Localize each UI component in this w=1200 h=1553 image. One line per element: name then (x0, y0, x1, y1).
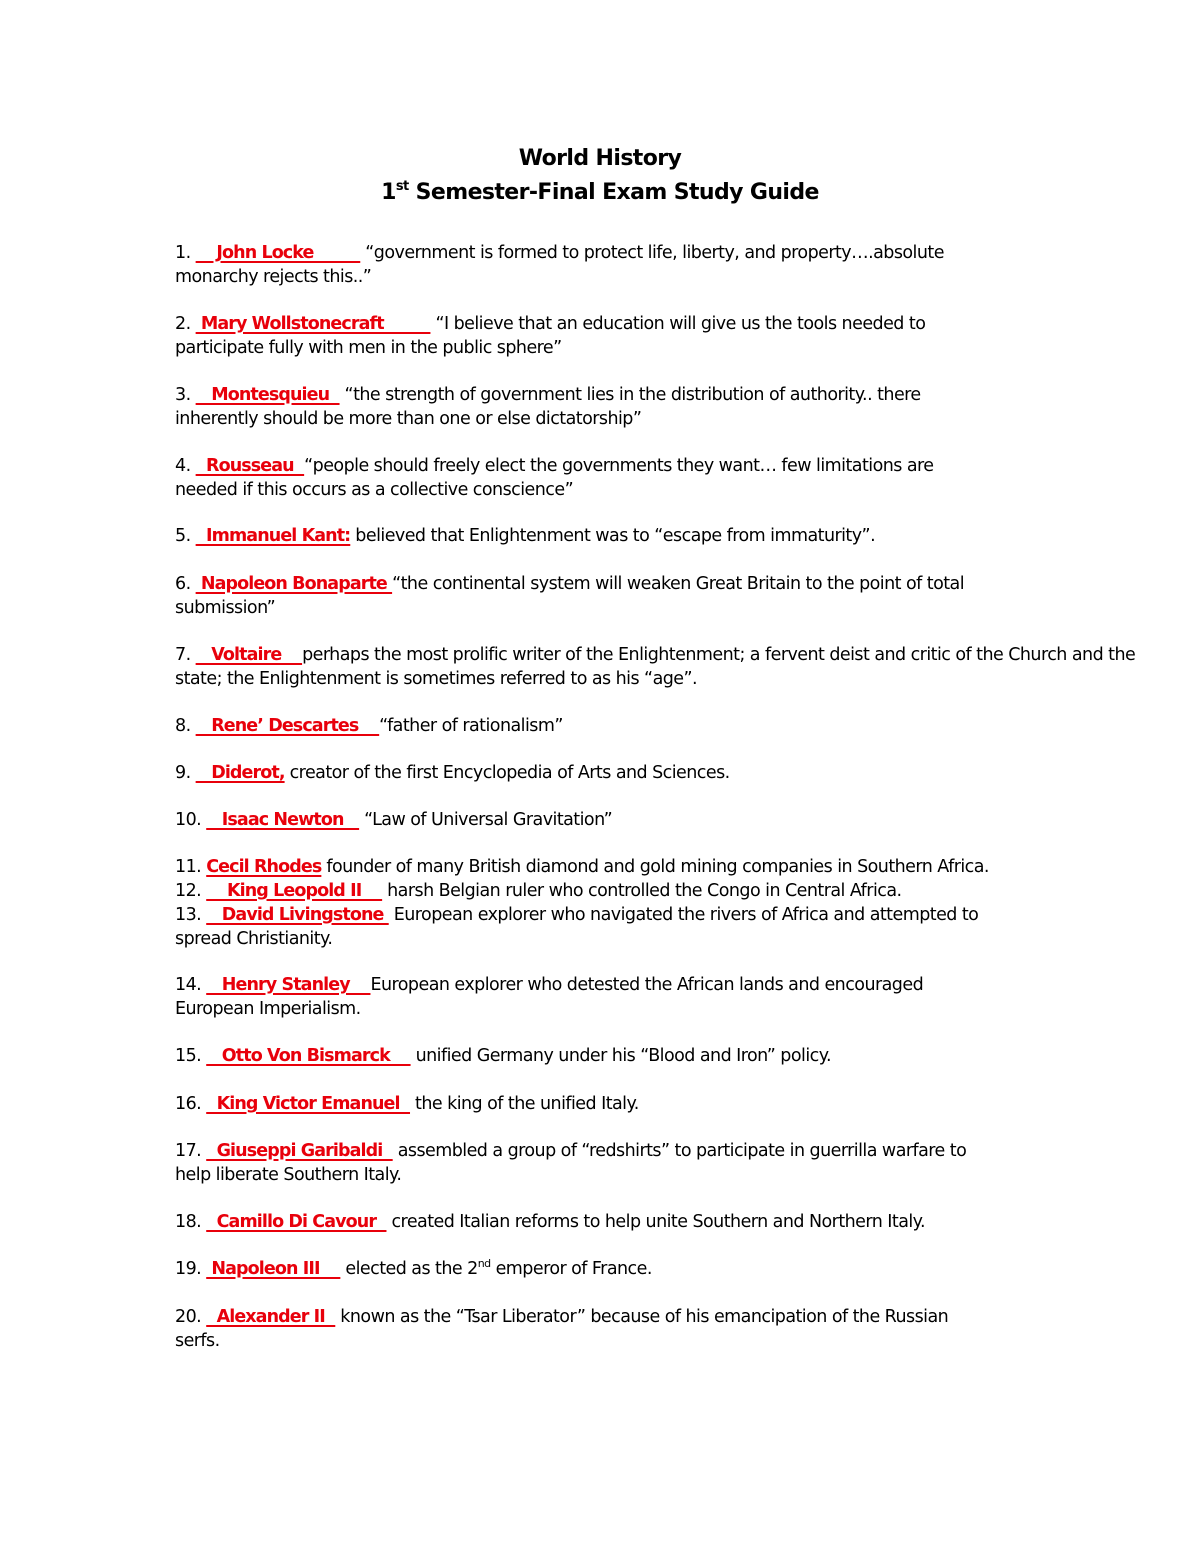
question-text-line2: European Imperialism. (175, 999, 361, 1019)
question-item (175, 643, 1185, 691)
question-text-line2: submission” (175, 598, 276, 618)
question-number: 12. (175, 881, 202, 901)
question-text-continued: emperor of France. (490, 1259, 652, 1279)
subtitle-text: Semester-Final Exam Study Guide (408, 180, 819, 205)
answer-blank: Napoleon Bonaparte (195, 574, 393, 594)
question-item (175, 312, 1185, 360)
question-text: “the strength of government lies in the distribution of authority.. there (339, 385, 921, 405)
question-item (175, 241, 1185, 289)
question-number: 15. (175, 1046, 202, 1066)
question-item (175, 1305, 1185, 1353)
question-text: “government is formed to protect life, liberty, and property….absolute (360, 243, 944, 263)
question-item (175, 855, 1185, 879)
question-number: 19. (175, 1259, 202, 1279)
question-item (175, 572, 1185, 620)
answer-blank: David Livingstone (206, 905, 389, 925)
question-item (175, 808, 1185, 832)
answer-blank: Mary Wollstonecraft (195, 314, 431, 334)
question-item (175, 973, 1185, 1021)
answer-blank: Giuseppi Garibaldi (206, 1141, 393, 1161)
answer-blank: Napoleon III (206, 1259, 341, 1279)
question-number: 1. (175, 243, 191, 263)
question-text: known as the “Tsar Liberator” because of his emancipation of the Russian (335, 1307, 949, 1327)
question-item (175, 454, 1185, 502)
question-text: European explorer who detested the African lands and encouraged (370, 975, 924, 995)
question-number: 16. (175, 1094, 202, 1114)
answer-blank: Alexander II (206, 1307, 336, 1327)
question-text: founder of many British diamond and gold mining companies in Southern Africa. (321, 857, 989, 877)
question-item (175, 903, 1185, 951)
question-text-line2: help liberate Southern Italy. (175, 1165, 402, 1185)
question-item (175, 714, 1185, 738)
question-item (175, 1092, 1185, 1116)
question-item (175, 1044, 1185, 1068)
question-text: unified Germany under his “Blood and Iron” policy. (410, 1046, 832, 1066)
question-text: elected as the 2 (340, 1259, 478, 1279)
question-item (175, 1210, 1185, 1234)
question-text-line2: spread Christianity. (175, 929, 333, 949)
question-text: “people should freely elect the governments they want… few limitations are (304, 456, 934, 476)
question-text-line2: monarchy rejects this..” (175, 267, 372, 287)
ordinal-suffix: nd (477, 1257, 491, 1270)
question-text: harsh Belgian ruler who controlled the Congo in Central Africa. (382, 881, 902, 901)
answer-blank: Immanuel Kant: (195, 526, 351, 546)
answer-blank: Camillo Di Cavour (206, 1212, 387, 1232)
question-item (175, 1257, 1185, 1281)
question-number: 11. (175, 857, 202, 877)
answer-blank: Isaac Newton (206, 810, 360, 830)
question-number: 18. (175, 1212, 202, 1232)
question-number: 17. (175, 1141, 202, 1161)
subtitle-number: 1 (381, 180, 396, 205)
answer-blank: Rene’ Descartes (195, 716, 380, 736)
question-text: European explorer who navigated the rivers of Africa and attempted to (388, 905, 979, 925)
answer-blank: John Locke (195, 243, 361, 263)
question-number: 2. (175, 314, 191, 334)
question-text: assembled a group of “redshirts” to participate in guerrilla warfare to (392, 1141, 967, 1161)
question-number: 3. (175, 385, 191, 405)
answer-blank: King Leopold II (206, 881, 383, 901)
question-number: 9. (175, 763, 191, 783)
question-number: 5. (175, 526, 191, 546)
question-item (175, 383, 1185, 431)
document-subtitle (0, 176, 1200, 210)
answer-blank: King Victor Emanuel (206, 1094, 411, 1114)
question-text: believed that Enlightenment was to “escape from immaturity”. (350, 526, 876, 546)
question-number: 14. (175, 975, 202, 995)
question-item (175, 879, 1185, 903)
answer-blank: Otto Von Bismarck (206, 1046, 411, 1066)
question-text: “father of rationalism” (379, 716, 563, 736)
question-item (175, 761, 1185, 785)
title-block (0, 142, 1200, 210)
question-number: 8. (175, 716, 191, 736)
answer-blank: Diderot, (195, 763, 285, 783)
question-number: 10. (175, 810, 202, 830)
question-text: perhaps the most prolific writer of the Enlightenment; a fervent deist and critic of the Church and the (302, 645, 1136, 665)
question-item (175, 1139, 1185, 1187)
answer-blank: Cecil Rhodes (206, 857, 322, 877)
answer-blank: Henry Stanley (206, 975, 371, 995)
question-text-line2: needed if this occurs as a collective conscience” (175, 480, 574, 500)
question-number: 6. (175, 574, 191, 594)
question-number: 7. (175, 645, 191, 665)
question-text-line2: state; the Enlightenment is sometimes referred to as his “age”. (175, 669, 698, 689)
answer-blank: Rousseau (195, 456, 305, 476)
question-text: the king of the unified Italy. (410, 1094, 639, 1114)
answer-blank: Voltaire (195, 645, 303, 665)
question-number: 13. (175, 905, 202, 925)
question-item (175, 524, 1185, 548)
document-title: World History (518, 146, 682, 171)
question-text: created Italian reforms to help unite Southern and Northern Italy. (386, 1212, 926, 1232)
question-text: “the continental system will weaken Great Britain to the point of total (392, 574, 965, 594)
question-text: creator of the first Encyclopedia of Arts and Sciences. (284, 763, 730, 783)
answer-blank: Montesquieu (195, 385, 340, 405)
question-text: “Law of Universal Gravitation” (359, 810, 613, 830)
question-text-line2: inherently should be more than one or else dictatorship” (175, 409, 642, 429)
question-number: 20. (175, 1307, 202, 1327)
question-text: “I believe that an education will give us the tools needed to (430, 314, 926, 334)
subtitle-ordinal: st (395, 179, 409, 194)
question-text-line2: participate fully with men in the public sphere” (175, 338, 562, 358)
question-number: 4. (175, 456, 191, 476)
question-text-line2: serfs. (175, 1331, 220, 1351)
